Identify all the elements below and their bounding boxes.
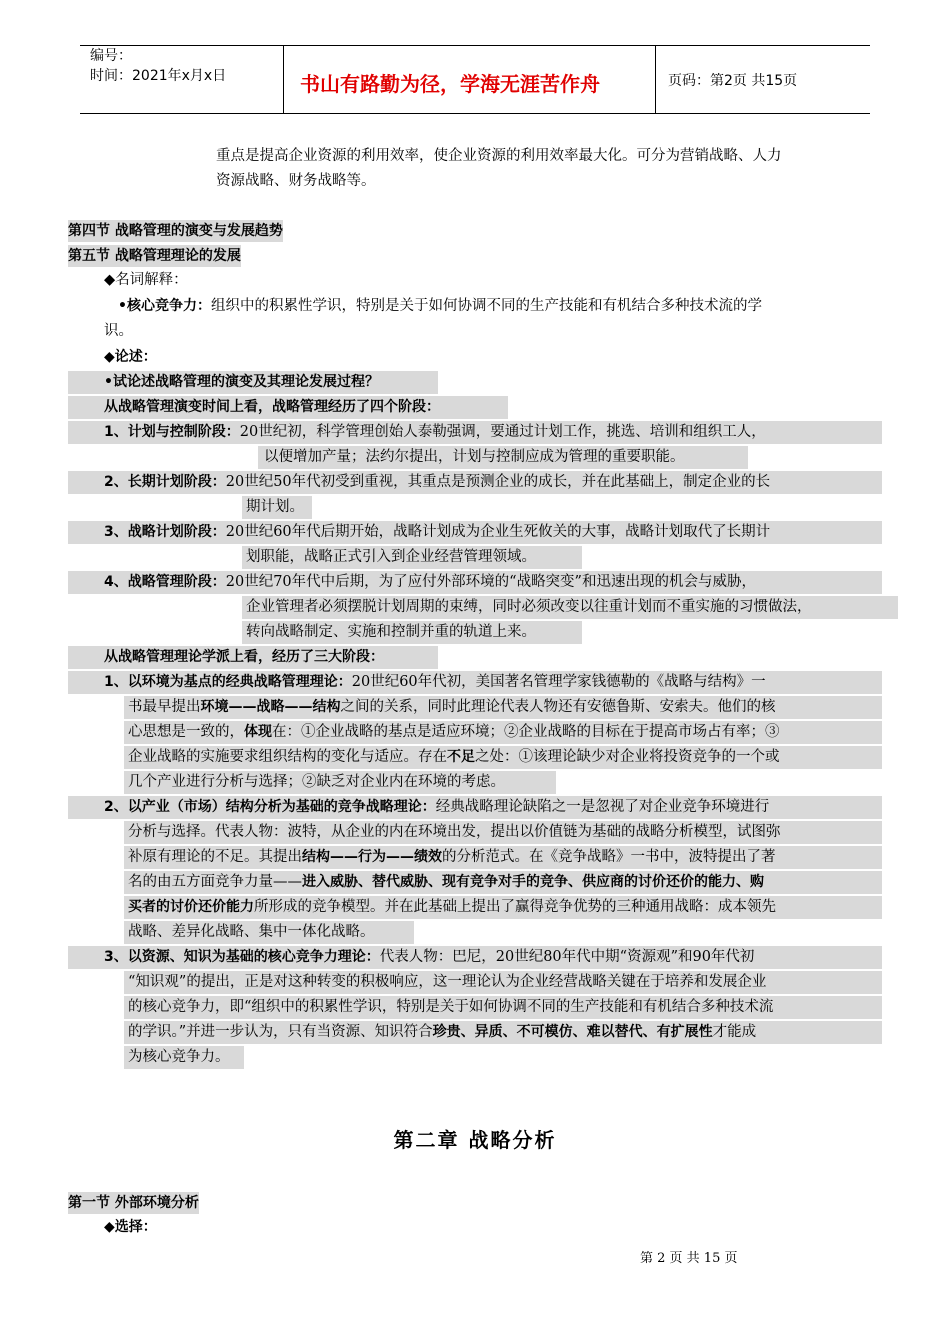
stage-2-line-1: 20世纪50年代初受到重视，其重点是预测企业的成长，并在此基础上，制定企业的长	[225, 474, 771, 490]
header-top-rule	[80, 45, 870, 46]
chapter-2-section-1: 第一节 外部环境分析	[68, 1192, 199, 1214]
school-3-line-3: 的核心竞争力，即“组织中的积累性学识，特别是关于如何协调不同的生产技能和有机结合多种技术流	[128, 999, 774, 1015]
header-page-label: 页码：第2页 共15页	[668, 73, 798, 89]
school-2-line-3c: 的分析范式。在《竞争战略》一书中，波特提出了著	[442, 849, 776, 865]
section-4-heading: 第四节 战略管理的演变与发展趋势	[68, 220, 283, 242]
glossary-definition-1: 组织中的积累性学识，特别是关于如何协调不同的生产技能和有机结合多种技术流的学	[210, 298, 762, 314]
page-footer: 第 2 页 共 15 页	[640, 1251, 738, 1266]
glossary-label: ◆名词解释：	[104, 272, 188, 288]
school-2-line-5b: 所形成的竞争模型。并在此基础上提出了赢得竞争优势的三种通用战略：成本领先	[254, 899, 776, 915]
school-2-line-4b: 进入威胁、替代威胁、现有竞争对手的竞争、供应商的讨价还价的能力、购	[302, 874, 764, 890]
school-1-line-4b: 不足	[447, 749, 475, 765]
school-intro: 从战略管理理论学派上看，经历了三大阶段：	[104, 649, 384, 665]
school-2-line-5a: 买者的讨价还价能力	[128, 899, 254, 915]
school-1-line-5: 几个产业进行分析与选择；②缺乏对企业内在环境的考虑。	[128, 774, 505, 790]
school-1-line-1: 20世纪60年代初，美国著名管理学家钱德勒的《战略与结构》一	[351, 674, 766, 690]
school-3-title: 3、以资源、知识为基础的核心竞争力理论：	[104, 949, 380, 965]
stage-3-line-1: 20世纪60年代后期开始，战略计划成为企业生死攸关的大事，战略计划取代了长期计	[225, 524, 771, 540]
stage-4-line-3: 转向战略制定、实施和控制并重的轨道上来。	[246, 624, 536, 640]
school-3-line-4b: 珍贵、异质、不可模仿、难以替代、有扩展性	[432, 1024, 713, 1040]
stage-4-line-1: 20世纪70年代中后期，为了应付外部环境的“战略突变”和迅速出现的机会与威胁，	[225, 574, 756, 590]
header-bottom-rule	[80, 113, 870, 114]
intro-line-1: 重点是提高企业资源的利用效率，使企业资源的利用效率最大化。可分为营销战略、人力	[216, 148, 782, 164]
header-motto: 书山有路勤为径，学海无涯苦作舟	[300, 72, 600, 96]
stage-1-line-2: 以便增加产量；法约尔提出，计划与控制应成为管理的重要职能。	[264, 449, 685, 465]
doc-time-label: 时间：2021年x月x日	[90, 68, 227, 84]
glossary-definition-2: 识。	[104, 323, 133, 339]
school-1-line-3a: 心思想是一致的，	[128, 724, 244, 740]
school-1-line-2c: 之间的关系，同时此理论代表人物还有安德鲁斯、安索夫。他们的核	[340, 699, 776, 715]
header-divider-right	[655, 45, 656, 114]
school-3-line-2: “知识观”的提出，正是对这种转变的积极响应，这一理论认为企业经营战略关键在于培养和发展企业	[128, 974, 767, 990]
school-2-line-3a: 补原有理论的不足。其提出	[128, 849, 302, 865]
school-2-line-3b: 结构——行为——绩效	[302, 849, 442, 865]
stage-4-line-2: 企业管理者必须摆脱计划周期的束缚，同时必须改变以往重计划而不重实施的习惯做法，	[246, 599, 812, 615]
school-1-line-2b: 环境——战略——结构	[200, 699, 341, 715]
stage-3-line-2: 划职能，战略正式引入到企业经营管理领域。	[246, 549, 536, 565]
essay-question: •试论述战略管理的演变及其理论发展过程？	[104, 374, 379, 390]
school-1-line-4a: 企业战略的实施要求组织结构的变化与适应。存在	[128, 749, 447, 765]
school-1-line-2a: 书最早提出	[128, 699, 201, 715]
school-2-line-6: 战略、差异化战略、集中一体化战略。	[128, 924, 375, 940]
school-1-line-4c: 之处：①该理论缺少对企业将投资竞争的一个或	[475, 749, 780, 765]
doc-number-label: 编号：	[90, 48, 132, 64]
stage-2-line-2: 期计划。	[246, 499, 304, 515]
school-2-line-4a: 名的由五方面竞争力量——	[128, 874, 302, 890]
school-1-line-3b: 体现	[244, 724, 272, 740]
time-intro: 从战略管理演变时间上看，战略管理经历了四个阶段：	[104, 399, 440, 415]
section-5-heading: 第五节 战略管理理论的发展	[68, 245, 241, 267]
school-3-line-4c: 才能成	[712, 1024, 757, 1040]
essay-label: ◆论述：	[104, 349, 157, 365]
glossary-term: •核心竞争力：	[118, 298, 211, 314]
stage-1-title: 1、计划与控制阶段：	[104, 424, 240, 440]
intro-line-2: 资源战略、财务战略等。	[216, 173, 376, 189]
header-divider-left	[283, 45, 284, 114]
chapter-2-title: 第二章 战略分析	[393, 1128, 557, 1152]
school-2-line-2: 分析与选择。代表人物：波特，从企业的内在环境出发，提出以价值链为基础的战略分析模型，试图弥	[128, 824, 781, 840]
stage-1-line-1: 20世纪初，科学管理创始人泰勒强调，要通过计划工作，挑选、培训和组织工人，	[239, 424, 766, 440]
school-1-line-3c: 在：①企业战略的基点是适应环境；②企业战略的目标在于提高市场占有率；③	[272, 724, 780, 740]
school-2-title: 2、以产业（市场）结构分析为基础的竞争战略理论：	[104, 799, 436, 815]
school-3-line-1: 代表人物：巴尼，20世纪80年代中期“资源观”和90年代初	[379, 949, 755, 965]
school-2-line-1: 经典战略理论缺陷之一是忽视了对企业竞争环境进行	[435, 799, 770, 815]
school-3-line-5: 为核心竞争力。	[128, 1049, 230, 1065]
stage-4-title: 4、战略管理阶段：	[104, 574, 226, 590]
school-1-title: 1、以环境为基点的经典战略管理理论：	[104, 674, 352, 690]
school-3-line-4a: 的学识。”并进一步认为，只有当资源、知识符合	[128, 1024, 433, 1040]
choice-label: ◆选择：	[104, 1219, 157, 1235]
stage-3-title: 3、战略计划阶段：	[104, 524, 226, 540]
stage-2-title: 2、长期计划阶段：	[104, 474, 226, 490]
